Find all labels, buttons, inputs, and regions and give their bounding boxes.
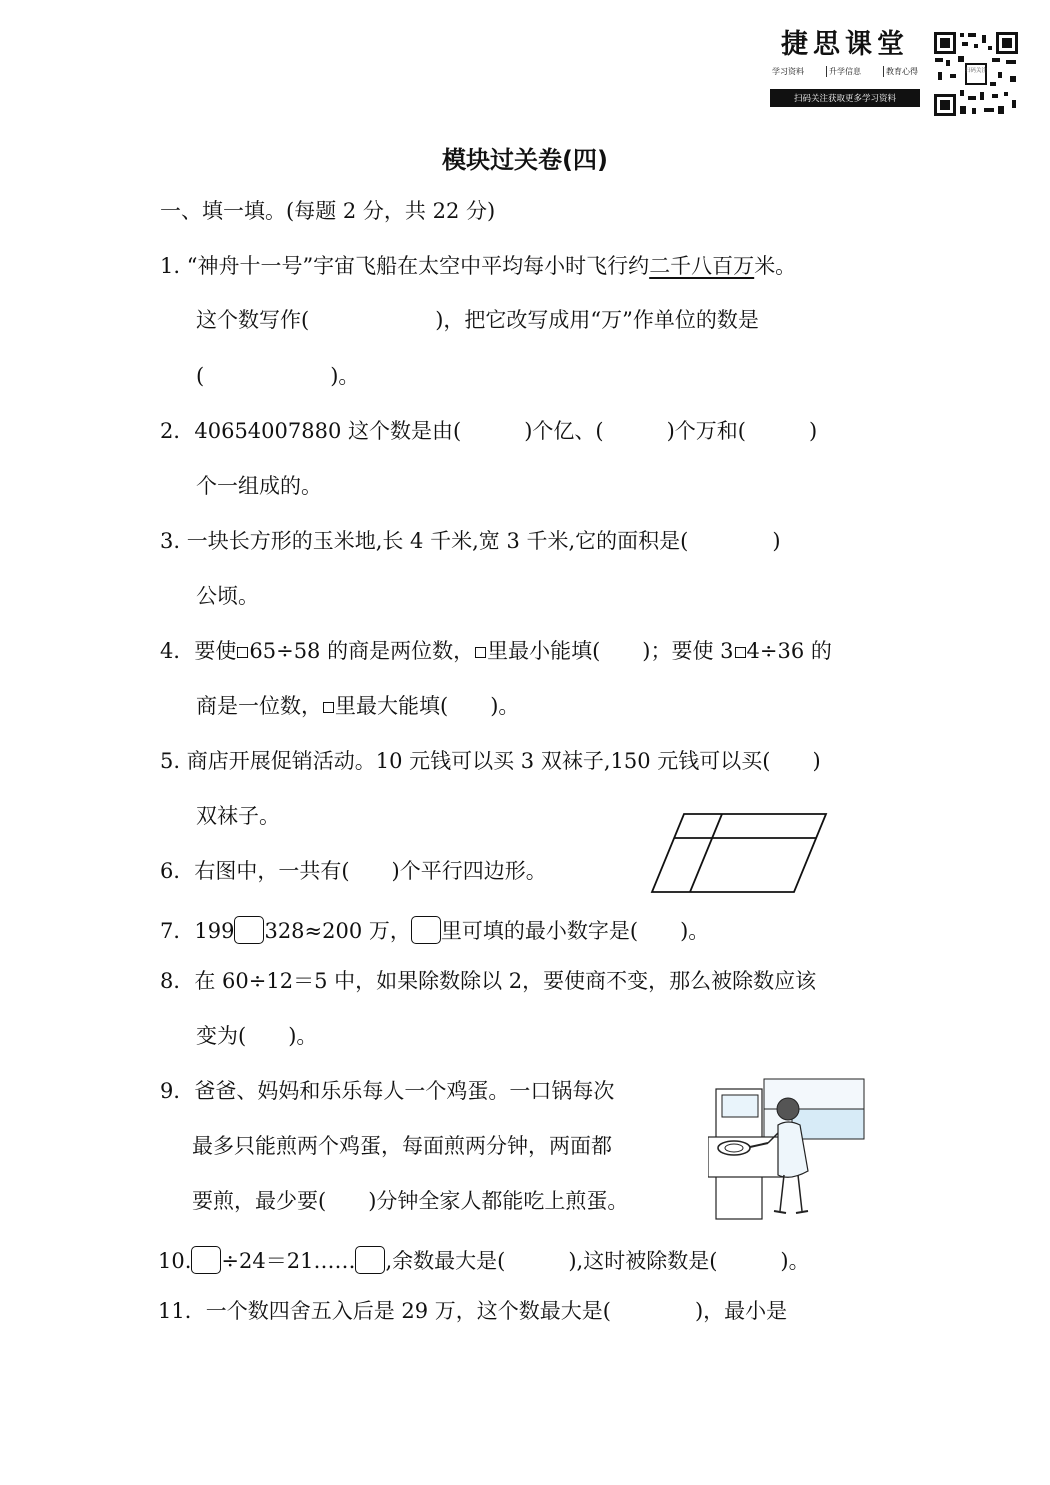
qr-caption: 扫码关注 <box>964 68 988 74</box>
question-11: 11．一个数四舍五入后是 29 万，这个数最大是( )，最小是 <box>158 1299 788 1323</box>
q5-line-2: 双袜子。 <box>196 804 280 828</box>
question-10 <box>158 1246 810 1276</box>
q7-text: 328≈200 万， <box>264 919 411 943</box>
q1-line-2: 这个数写作( )，把它改写成用“万”作单位的数是 <box>196 308 759 332</box>
question-2: 2．40654007880 这个数是由( )个亿、( )个万和( ) <box>160 419 818 443</box>
q4-text: 4．要使 <box>160 639 237 663</box>
answer-box-icon <box>411 916 441 944</box>
section-heading: 一、填一填。(每题 2 分，共 22 分) <box>160 199 496 223</box>
q2-line-2: 个一组成的。 <box>196 474 322 498</box>
q4-text: 4÷36 的 <box>746 639 832 663</box>
q10-text: ,余数最大是( ),这时被除数是( )。 <box>385 1249 810 1273</box>
question-6: 6．右图中，一共有( )个平行四边形。 <box>160 859 547 883</box>
q4-text: 商是一位数， <box>196 694 322 718</box>
blank-square-icon <box>237 647 248 658</box>
q7-text: 7．199 <box>160 919 235 943</box>
question-9: 9．爸爸、妈妈和乐乐每人一个鸡蛋。一口锅每次 <box>160 1079 615 1103</box>
parallelogram-figure <box>650 810 830 895</box>
q9-line-2: 最多只能煎两个鸡蛋，每面煎两分钟，两面都 <box>192 1134 612 1158</box>
brand-tag: 教育心得 <box>883 66 920 77</box>
q10-text: ÷24＝21…… <box>221 1249 356 1273</box>
brand-tags <box>770 66 920 77</box>
brand-name: 捷思课堂 <box>781 29 909 60</box>
brand-tag: 升学信息 <box>826 66 863 77</box>
q1-underlined-number: 二千八百万 <box>649 254 755 278</box>
q7-text: 里可填的最小数字是( )。 <box>440 919 710 943</box>
question-5: 5. 商店开展促销活动。10 元钱可以买 3 双袜子,150 元钱可以买( ) <box>160 749 821 773</box>
q4-text: 里最大能填( )。 <box>335 694 520 718</box>
blank-square-icon <box>475 647 486 658</box>
q1-text: 1. “神舟十一号”宇宙飞船在太空中平均每小时飞行约 <box>160 254 650 278</box>
question-1 <box>160 251 796 281</box>
answer-box-icon <box>234 916 264 944</box>
q1-text-end: 米。 <box>754 254 797 278</box>
brand-slogan: 扫码关注获取更多学习资料 <box>770 89 920 107</box>
blank-square-icon <box>735 647 746 658</box>
brand-tag: 学习资料 <box>772 67 804 76</box>
q4-line-2 <box>196 691 519 721</box>
answer-box-icon <box>191 1246 221 1274</box>
q3-line-2: 公顷。 <box>196 584 259 608</box>
q4-text: 65÷58 的商是两位数， <box>249 639 475 663</box>
question-3: 3. 一块长方形的玉米地,长 4 千米,宽 3 千米,它的面积是( ) <box>160 529 781 553</box>
q9-line-3: 要煎，最少要( )分钟全家人都能吃上煎蛋。 <box>192 1189 629 1213</box>
qr-code-icon <box>932 30 1020 118</box>
q1-line-3: ( )。 <box>196 364 360 388</box>
page-title: 模块过关卷(四) <box>442 146 608 174</box>
blank-square-icon <box>323 702 334 713</box>
q10-text: 10. <box>158 1249 192 1273</box>
question-7 <box>160 916 709 946</box>
cooking-illustration <box>708 1075 866 1220</box>
answer-box-icon <box>355 1246 385 1274</box>
q8-line-2: 变为( )。 <box>196 1024 318 1048</box>
question-4 <box>160 636 832 666</box>
brand-logo <box>770 28 920 107</box>
q4-text: 里最小能填( )；要使 3 <box>487 639 734 663</box>
question-8: 8．在 60÷12＝5 中，如果除数除以 2，要使商不变，那么被除数应该 <box>160 969 817 993</box>
